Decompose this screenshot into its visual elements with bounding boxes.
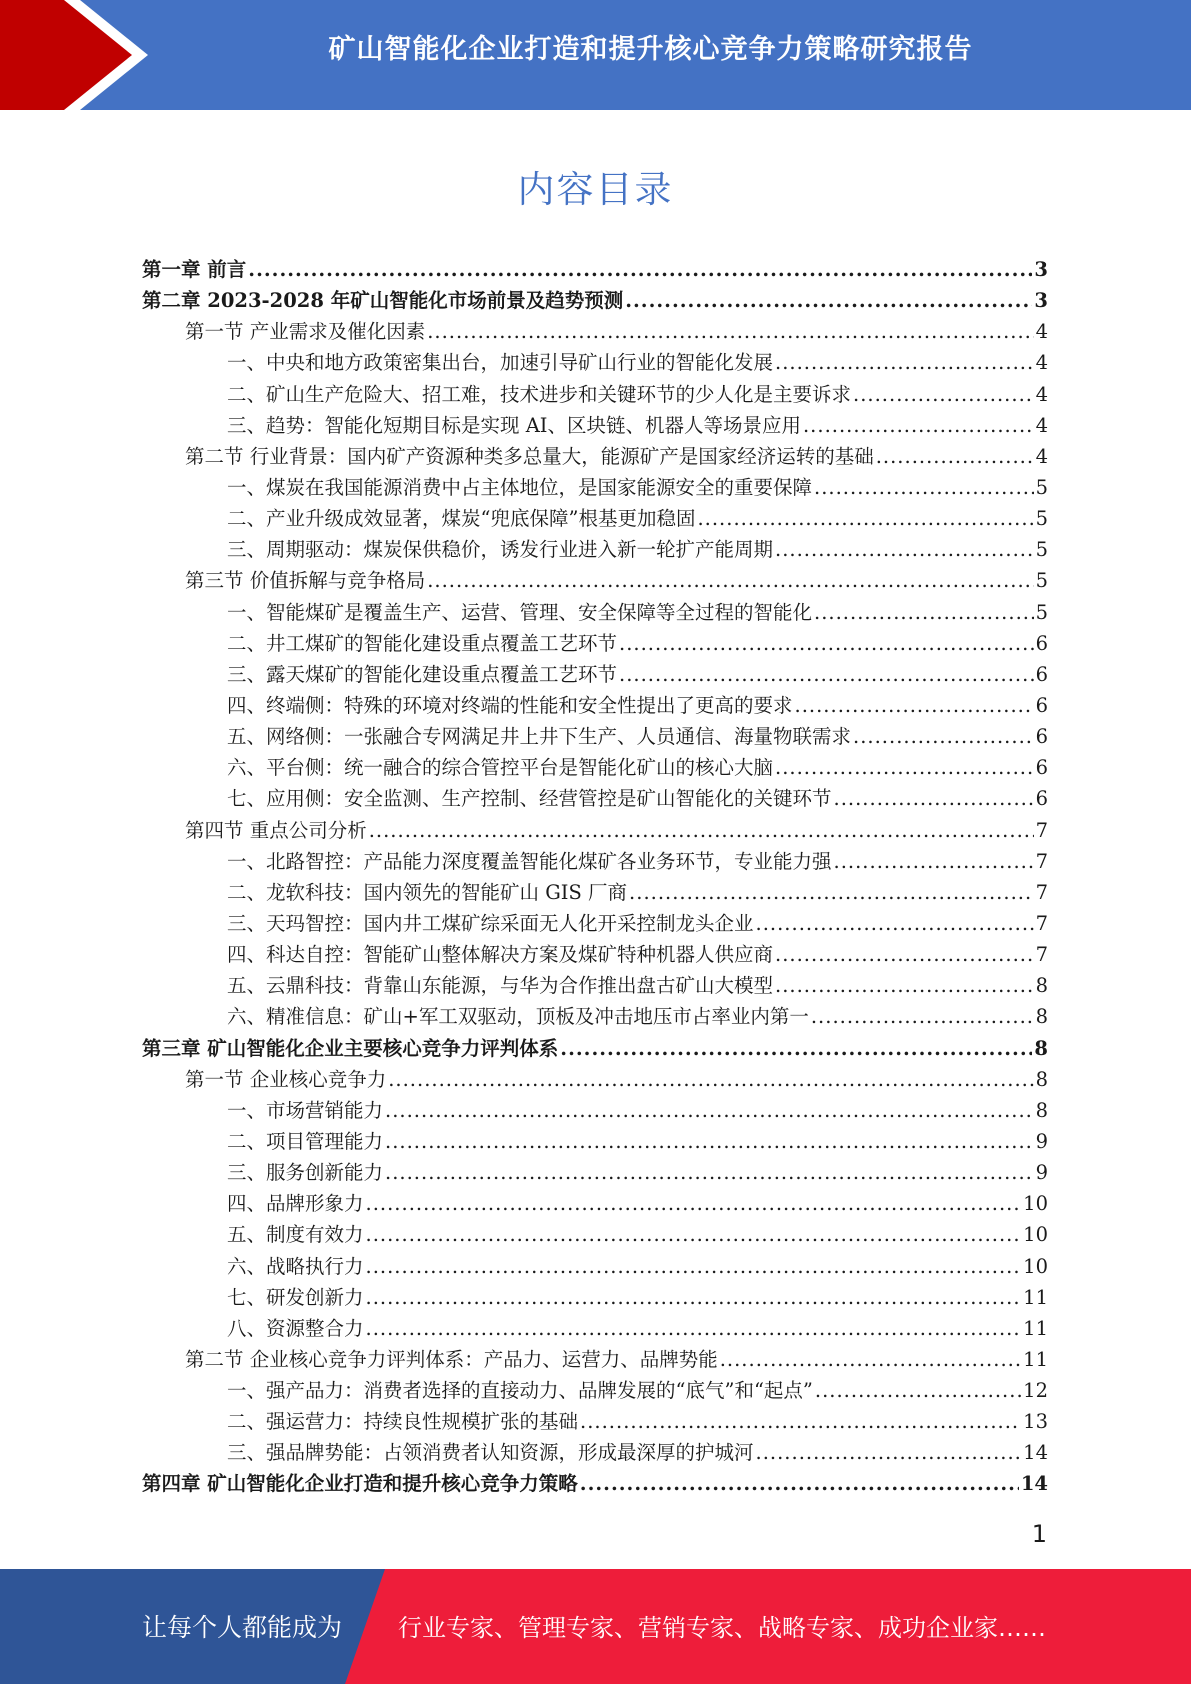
toc-dot-leader (834, 783, 1034, 814)
toc-dot-leader (560, 1033, 1032, 1064)
toc-entry-title: 六、精准信息：矿山+军工双驱动，顶板及冲击地压市占率业内第一 (227, 1005, 809, 1029)
toc-entry-title: 三、趋势：智能化短期目标是实现 AI、区块链、机器人等场景应用 (227, 413, 801, 437)
toc-entry[interactable] (142, 877, 1048, 908)
toc-entry-page-number: 6 (1035, 631, 1048, 655)
toc-entry[interactable] (142, 815, 1048, 846)
toc-entry-page-number: 8 (1035, 974, 1048, 998)
toc-entry[interactable] (142, 1406, 1048, 1437)
toc-entry[interactable] (142, 908, 1048, 939)
toc-entry-title: 三、服务创新能力 (227, 1161, 384, 1185)
toc-entry-title: 一、智能煤矿是覆盖生产、运营、管理、安全保障等全过程的智能化 (227, 600, 813, 624)
toc-entry-title: 一、北路智控：产品能力深度覆盖智能化煤矿各业务环节，专业能力强 (227, 849, 832, 873)
toc-entry[interactable] (142, 347, 1048, 378)
toc-entry-page-number: 8 (1035, 1098, 1048, 1122)
toc-entry-page-number: 4 (1035, 382, 1048, 406)
toc-dot-leader (427, 316, 1033, 347)
toc-entry-page-number: 5 (1035, 538, 1048, 562)
toc-dot-leader (366, 1313, 1022, 1344)
toc-dot-leader (580, 1406, 1021, 1437)
report-header-band (0, 0, 1191, 110)
toc-entry-page-number: 12 (1023, 1379, 1048, 1403)
toc-entry-page-number: 5 (1035, 600, 1048, 624)
toc-entry-page-number: 8 (1034, 1036, 1048, 1060)
toc-entry-page-number: 4 (1035, 444, 1048, 468)
toc-entry-page-number: 8 (1035, 1005, 1048, 1029)
footer-slogan-right: 行业专家、管理专家、营销专家、战略专家、成功企业家…… (398, 1614, 1046, 1642)
toc-entry[interactable] (142, 254, 1048, 285)
toc-dot-leader (775, 970, 1034, 1001)
toc-dot-leader (619, 628, 1034, 659)
toc-dot-leader (775, 347, 1034, 378)
toc-entry-page-number: 5 (1035, 507, 1048, 531)
toc-entry-page-number: 11 (1023, 1285, 1048, 1309)
toc-entry-page-number: 10 (1023, 1254, 1048, 1278)
toc-dot-leader (814, 472, 1034, 503)
toc-entry-title: 一、中央和地方政策密集出台，加速引导矿山行业的智能化发展 (227, 351, 774, 375)
toc-dot-leader (629, 877, 1034, 908)
toc-entry[interactable] (142, 410, 1048, 441)
toc-entry[interactable] (142, 659, 1048, 690)
toc-entry[interactable] (142, 846, 1048, 877)
toc-entry-page-number: 7 (1035, 943, 1048, 967)
toc-entry[interactable] (142, 1468, 1048, 1499)
toc-entry[interactable] (142, 1001, 1048, 1032)
toc-entry-title: 二、产业升级成效显著，煤炭“兜底保障”根基更加稳固 (227, 507, 696, 531)
toc-dot-leader (366, 1188, 1022, 1219)
toc-entry-page-number: 7 (1035, 880, 1048, 904)
toc-dot-leader (619, 659, 1034, 690)
toc-entry-page-number: 7 (1035, 849, 1048, 873)
toc-entry-page-number: 9 (1035, 1129, 1048, 1153)
toc-entry-title: 一、煤炭在我国能源消费中占主体地位，是国家能源安全的重要保障 (227, 475, 813, 499)
toc-entry-page-number: 5 (1035, 569, 1048, 593)
toc-entry-page-number: 11 (1023, 1347, 1048, 1371)
toc-dot-leader (385, 1126, 1034, 1157)
toc-entry-title: 第三章 矿山智能化企业主要核心竞争力评判体系 (142, 1036, 559, 1060)
toc-dot-leader (366, 1282, 1022, 1313)
toc-entry[interactable] (142, 970, 1048, 1001)
toc-dot-leader (811, 1001, 1034, 1032)
toc-entry[interactable] (142, 1095, 1048, 1126)
toc-dot-leader (385, 1095, 1034, 1126)
toc-entry-title: 四、科达自控：智能矿山整体解决方案及煤矿特种机器人供应商 (227, 943, 774, 967)
toc-entry-title: 第四节 重点公司分析 (185, 818, 367, 842)
toc-dot-leader (366, 1251, 1022, 1282)
toc-entry[interactable] (142, 1157, 1048, 1188)
toc-entry[interactable] (142, 441, 1048, 472)
toc-entry-title: 四、终端侧：特殊的环境对终端的性能和安全性提出了更高的要求 (227, 693, 793, 717)
toc-entry-page-number: 6 (1035, 787, 1048, 811)
toc-entry-page-number: 6 (1035, 725, 1048, 749)
toc-entry[interactable] (142, 752, 1048, 783)
toc-dot-leader (388, 1064, 1033, 1095)
toc-entry-title: 五、制度有效力 (227, 1223, 364, 1247)
toc-entry-page-number: 3 (1034, 289, 1048, 313)
toc-entry[interactable] (142, 534, 1048, 565)
red-chevron-arrow-icon (0, 0, 160, 110)
toc-entry[interactable] (142, 1219, 1048, 1250)
toc-entry-title: 二、龙软科技：国内领先的智能矿山 GIS 厂商 (227, 880, 628, 904)
toc-entry[interactable] (142, 1251, 1048, 1282)
toc-entry-page-number: 10 (1023, 1223, 1048, 1247)
toc-entry-page-number: 14 (1023, 1441, 1048, 1465)
toc-entry-page-number: 7 (1035, 911, 1048, 935)
toc-entry-page-number: 8 (1035, 1067, 1048, 1091)
toc-entry-title: 第一节 企业核心竞争力 (185, 1067, 387, 1091)
toc-entry-title: 二、项目管理能力 (227, 1129, 384, 1153)
toc-dot-leader (756, 908, 1034, 939)
toc-entry[interactable] (142, 1437, 1048, 1468)
toc-entry-title: 第二节 行业背景：国内矿产资源种类多总量大，能源矿产是国家经济运转的基础 (185, 444, 874, 468)
toc-entry[interactable] (142, 379, 1048, 410)
toc-entry[interactable] (142, 783, 1048, 814)
footer-slogan-left: 让每个人都能成为 (142, 1613, 343, 1642)
toc-entry-page-number: 7 (1035, 818, 1048, 842)
toc-dot-leader (876, 441, 1034, 472)
toc-dot-leader (775, 752, 1034, 783)
page-number: 1 (1031, 1520, 1047, 1548)
toc-dot-leader (814, 597, 1034, 628)
toc-dot-leader (385, 1157, 1034, 1188)
toc-dot-leader (834, 846, 1034, 877)
toc-entry-title: 三、天玛智控：国内井工煤矿综采面无人化开采控制龙头企业 (227, 911, 754, 935)
toc-entry-page-number: 14 (1020, 1472, 1048, 1496)
toc-dot-leader (697, 503, 1033, 534)
toc-entry[interactable] (142, 316, 1048, 347)
toc-dot-leader (853, 379, 1034, 410)
toc-entry[interactable] (142, 690, 1048, 721)
toc-entry-title: 第四章 矿山智能化企业打造和提升核心竞争力策略 (142, 1472, 578, 1496)
toc-entry-page-number: 3 (1034, 258, 1048, 281)
toc-dot-leader (248, 254, 1032, 285)
toc-dot-leader (625, 285, 1032, 316)
report-title: 矿山智能化企业打造和提升核心竞争力策略研究报告 (328, 34, 973, 65)
toc-entry[interactable] (142, 1126, 1048, 1157)
toc-entry[interactable] (142, 472, 1048, 503)
toc-entry-title: 五、网络侧：一张融合专网满足井上井下生产、人员通信、海量物联需求 (227, 725, 852, 749)
toc-entry-page-number: 9 (1035, 1161, 1048, 1185)
toc-entry-title: 三、强品牌势能：占领消费者认知资源，形成最深厚的护城河 (227, 1441, 754, 1465)
toc-entry-title: 七、应用侧：安全监测、生产控制、经营管控是矿山智能化的关键环节 (227, 787, 832, 811)
toc-entry-title: 第二章 2023-2028 年矿山智能化市场前景及趋势预测 (142, 289, 624, 313)
toc-entry[interactable] (142, 1344, 1048, 1375)
toc-dot-leader (803, 410, 1034, 441)
toc-dot-leader (775, 534, 1034, 565)
toc-entry-title: 四、品牌形象力 (227, 1192, 364, 1216)
toc-entry-title: 六、平台侧：统一融合的综合管控平台是智能化矿山的核心大脑 (227, 756, 774, 780)
toc-entry-title: 三、周期驱动：煤炭保供稳价，诱发行业进入新一轮扩产能周期 (227, 538, 774, 562)
toc-entry-title: 第三节 价值拆解与竞争格局 (185, 569, 426, 593)
toc-dot-leader (720, 1344, 1021, 1375)
toc-heading: 内容目录 (517, 168, 674, 211)
toc-entry-page-number: 11 (1023, 1316, 1048, 1340)
toc-entry[interactable] (142, 1064, 1048, 1095)
footer-slogan-band (0, 1569, 1191, 1684)
toc-entry-title: 五、云鼎科技：背靠山东能源，与华为合作推出盘古矿山大模型 (227, 974, 774, 998)
toc-entry-title: 二、强运营力：持续良性规模扩张的基础 (227, 1410, 579, 1434)
toc-entry-page-number: 4 (1035, 413, 1048, 437)
toc-entry-title: 七、研发创新力 (227, 1285, 364, 1309)
toc-entry-title: 一、强产品力：消费者选择的直接动力、品牌发展的“底气”和“起点” (227, 1379, 813, 1403)
toc-entry[interactable] (142, 939, 1048, 970)
toc-entry[interactable] (142, 503, 1048, 534)
toc-entry[interactable] (142, 1033, 1048, 1064)
toc-entry-title: 三、露天煤矿的智能化建设重点覆盖工艺环节 (227, 662, 618, 686)
toc-entry-title: 六、战略执行力 (227, 1254, 364, 1278)
toc-entry-page-number: 13 (1023, 1410, 1048, 1434)
toc-dot-leader (369, 815, 1034, 846)
toc-entry-page-number: 4 (1035, 351, 1048, 375)
toc-entry-title: 第二节 企业核心竞争力评判体系：产品力、运营力、品牌势能 (185, 1347, 718, 1371)
toc-entry-title: 一、市场营销能力 (227, 1098, 384, 1122)
toc-entry[interactable] (142, 721, 1048, 752)
toc-entry[interactable] (142, 1282, 1048, 1313)
toc-entry-title: 二、矿山生产危险大、招工难，技术进步和关键环节的少人化是主要诉求 (227, 382, 852, 406)
toc-entry-page-number: 10 (1023, 1192, 1048, 1216)
toc-entry-title: 二、井工煤矿的智能化建设重点覆盖工艺环节 (227, 631, 618, 655)
toc-dot-leader (366, 1219, 1022, 1250)
toc-entry-page-number: 6 (1035, 756, 1048, 780)
toc-dot-leader (580, 1468, 1019, 1499)
toc-entry-page-number: 4 (1035, 320, 1048, 344)
toc-dot-leader (853, 721, 1034, 752)
table-of-contents (142, 254, 1048, 1500)
toc-entry[interactable] (142, 285, 1048, 316)
toc-entry-title: 第一章 前言 (142, 258, 247, 281)
toc-entry-page-number: 6 (1035, 693, 1048, 717)
toc-entry[interactable] (142, 1313, 1048, 1344)
toc-entry[interactable] (142, 1188, 1048, 1219)
toc-entry[interactable] (142, 597, 1048, 628)
toc-entry[interactable] (142, 1375, 1048, 1406)
toc-entry-page-number: 6 (1035, 662, 1048, 686)
toc-entry-title: 第一节 产业需求及催化因素 (185, 320, 426, 344)
toc-dot-leader (795, 690, 1034, 721)
toc-dot-leader (815, 1375, 1021, 1406)
toc-dot-leader (756, 1437, 1022, 1468)
toc-dot-leader (775, 939, 1034, 970)
toc-entry[interactable] (142, 628, 1048, 659)
toc-dot-leader (427, 565, 1033, 596)
toc-entry-title: 八、资源整合力 (227, 1316, 364, 1340)
toc-entry-page-number: 5 (1035, 475, 1048, 499)
toc-entry[interactable] (142, 565, 1048, 596)
